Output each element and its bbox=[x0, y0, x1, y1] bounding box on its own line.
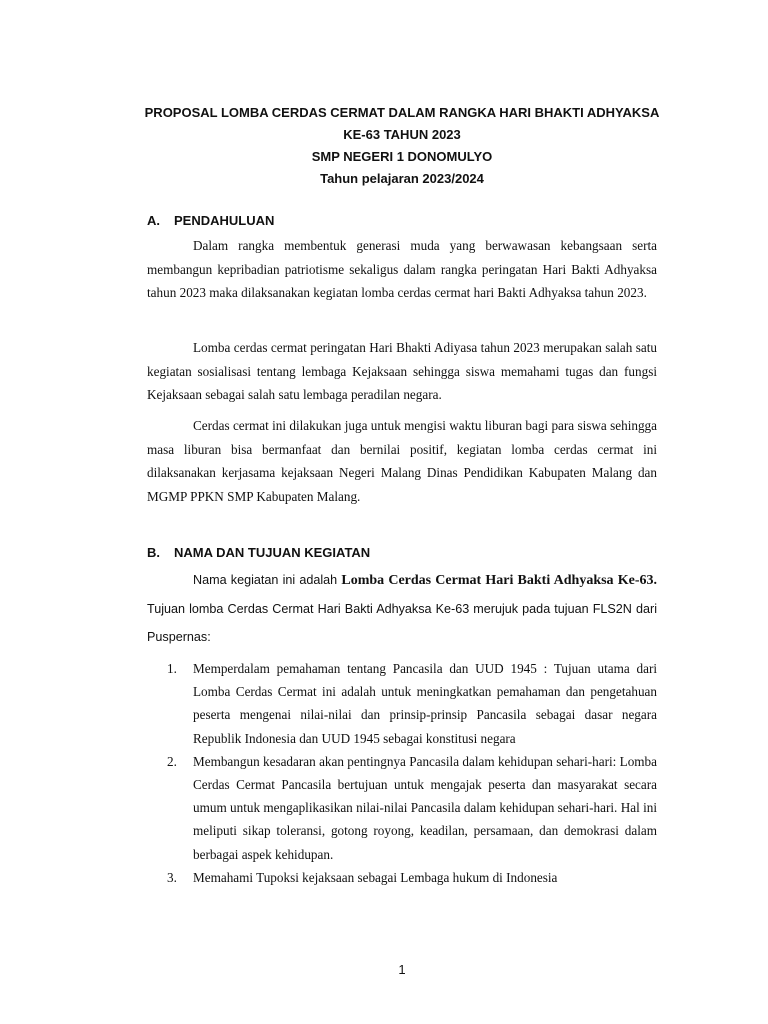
list-item bbox=[147, 750, 657, 866]
list-item bbox=[147, 657, 657, 750]
section-a-heading bbox=[147, 211, 274, 231]
section-a-paragraph-3: Cerdas cermat ini dilakukan juga untuk mengisi waktu liburan bagi para siswa sehingga masa liburan bisa bermanfaat dan bernilai positif, kegiatan lomba cerdas cermat ini dilaksanakan kerjasama kejaksaan Negeri Malang Dinas Pendidikan Kabupaten Malang dan MGMP PPKN SMP Kabupaten Malang. bbox=[147, 418, 657, 504]
section-b-intro bbox=[147, 566, 657, 651]
list-item-text: Memahami Tupoksi kejaksaan sebagai Lembaga hukum di Indonesia bbox=[193, 869, 558, 885]
objectives-list bbox=[147, 657, 657, 889]
list-item-number: 1. bbox=[167, 661, 177, 676]
list-item-number: 2. bbox=[167, 753, 177, 769]
section-b-event-name: Lomba Cerdas Cermat Hari Bakti Adhyaksa Ke-63. bbox=[341, 573, 657, 588]
title-line-1: PROPOSAL LOMBA CERDAS CERMAT DALAM RANGKA HARI BHAKTI ADHYAKSA bbox=[144, 105, 660, 120]
section-a-paragraph-1: Dalam rangka membentuk generasi muda yang berwawasan kebangsaan serta membangun kepribadian patriotisme sekaligus dalam rangka peringatan Hari Bakti Adhyaksa tahun 2023 maka dilaksanakan kegiatan lomba cerdas cermat hari Bakti Adhyaksa tahun 2023. bbox=[147, 238, 657, 300]
title-line-4: Tahun pelajaran 2023/2024 bbox=[320, 171, 484, 186]
section-b-intro-pre: Nama kegiatan ini adalah bbox=[193, 573, 342, 587]
list-item-text: Membangun kesadaran akan pentingnya Pancasila dalam kehidupan sehari-hari: Lomba Cerdas Cermat Pancasila bertujuan untuk mengajak peserta dan masyarakat secara umum untuk mengaplikasikan nilai-nilai Pancasila dalam kehidupan sehari-hari. Hal ini meliputi sikap toleransi, gotong royong, keadilan, persamaan, dan demokrasi dalam berbagai aspek kehidupan. bbox=[193, 753, 657, 862]
title-line-3: SMP NEGERI 1 DONOMULYO bbox=[311, 149, 493, 164]
section-a-paragraph-2: Lomba cerdas cermat peringatan Hari Bhakti Adiyasa tahun 2023 merupakan salah satu kegiatan sosialisasi tentang lembaga Kejaksaan sehingga siswa memahami tugas dan fungsi Kejaksaan sebagai salah satu lembaga peradilan negara. bbox=[147, 340, 657, 402]
section-b-letter: B. bbox=[147, 545, 160, 560]
section-a-title: PENDAHULUAN bbox=[174, 213, 275, 228]
section-b-heading bbox=[147, 543, 370, 563]
section-b-title: NAMA DAN TUJUAN KEGIATAN bbox=[174, 545, 371, 560]
list-item-number: 3. bbox=[167, 869, 177, 885]
page-number: 1 bbox=[398, 962, 406, 977]
list-item-text: Memperdalam pemahaman tentang Pancasila dan UUD 1945 : Tujuan utama dari Lomba Cerdas Cermat ini adalah untuk meningkatkan pemahaman dan pengetahuan peserta mengenai nilai-nilai dan prinsip-prinsip Pancasila sebagai dasar negara Republik Indonesia dan UUD 1945 sebagai konstitusi negara bbox=[193, 661, 657, 746]
section-b-intro-post: Tujuan lomba Cerdas Cermat Hari Bakti Adhyaksa Ke-63 merujuk pada tujuan FLS2N dari Puspernas: bbox=[147, 602, 657, 644]
list-item bbox=[147, 866, 657, 889]
title-line-2: KE-63 TAHUN 2023 bbox=[343, 127, 461, 142]
section-a-letter: A. bbox=[147, 213, 160, 228]
